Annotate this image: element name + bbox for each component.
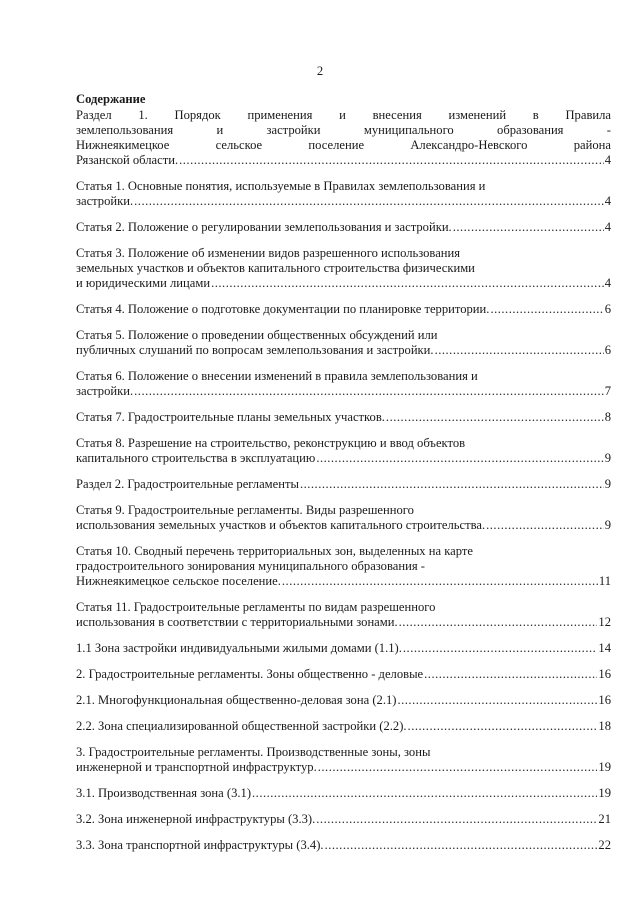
toc-entry[interactable] (76, 600, 611, 630)
toc-page-number: 9 (604, 477, 611, 491)
toc-dot-leader (397, 693, 597, 708)
toc-entry[interactable] (76, 328, 611, 358)
toc-entry[interactable] (76, 302, 611, 317)
toc-entry-last-line (76, 451, 611, 466)
toc-page-number: 11 (598, 574, 611, 588)
toc-dot-leader (408, 719, 598, 734)
toc-page-number: 19 (598, 760, 611, 774)
toc-entry[interactable] (76, 838, 611, 853)
toc-entry-last-line (76, 410, 611, 425)
toc-dot-leader (399, 615, 598, 630)
toc-dot-leader (325, 838, 598, 853)
toc-dot-leader (282, 574, 598, 589)
toc-page-number: 4 (604, 220, 611, 234)
toc-entry-last-line (76, 343, 611, 358)
toc-entry-text: Рязанской области. (76, 153, 179, 167)
toc-entry-last-line (76, 194, 611, 209)
toc-entry[interactable] (76, 220, 611, 235)
toc-entry-last-line (76, 693, 611, 708)
toc-page-number: 9 (604, 451, 611, 465)
toc-entry-text: Статья 7. Градостроительные планы земельных участков. (76, 410, 385, 424)
toc-entry-text: использования земельных участков и объектов капитального строительства. (76, 518, 486, 532)
toc-dot-leader (252, 786, 597, 801)
toc-entry-line: Статья 3. Положение об изменении видов разрешенного использования (76, 246, 461, 260)
toc-entry[interactable] (76, 812, 611, 827)
toc-dot-leader (211, 276, 604, 291)
toc-entry-text: публичных слушаний по вопросам землепользования и застройки. (76, 343, 434, 357)
toc-entry-text: Статья 2. Положение о регулировании землепользования и застройки. (76, 220, 452, 234)
toc-entry-line: 3. Градостроительные регламенты. Производственные зоны, зоны (76, 745, 431, 759)
toc-entry-text: 3.1. Производственная зона (3.1) (76, 786, 252, 800)
toc-page-number: 4 (604, 276, 611, 290)
toc-entry-text: инженерной и транспортной инфраструктур. (76, 760, 317, 774)
toc-page-number: 18 (598, 719, 611, 733)
toc-dot-leader (424, 667, 597, 682)
toc-entry-last-line (76, 518, 611, 533)
toc-page-number: 14 (598, 641, 611, 655)
toc-entry-last-line (76, 667, 611, 682)
toc-entry[interactable] (76, 179, 611, 209)
toc-entry[interactable] (76, 667, 611, 682)
toc-entry-text: 2. Градостроительные регламенты. Зоны общественно - деловые (76, 667, 424, 681)
toc-entry-last-line (76, 384, 611, 399)
toc-dot-leader (386, 410, 604, 425)
toc-entry[interactable] (76, 369, 611, 399)
toc-entry-last-line (76, 641, 611, 656)
toc-dot-leader (403, 641, 598, 656)
toc-entry-line: Статья 1. Основные понятия, используемые в Правилах землепользования и (76, 179, 486, 193)
toc-dot-leader (134, 384, 604, 399)
toc-dot-leader (300, 477, 604, 492)
toc-entry-text: и юридическими лицами (76, 276, 211, 290)
toc-entry-last-line (76, 838, 611, 853)
toc-entry-last-line (76, 719, 611, 734)
toc-entry-last-line (76, 812, 611, 827)
toc-page-number: 12 (598, 615, 611, 629)
toc-entry[interactable] (76, 786, 611, 801)
toc-dot-leader (453, 220, 604, 235)
toc-entries (76, 108, 611, 853)
toc-entry-line: Статья 5. Положение о проведении общественных обсуждений или (76, 328, 438, 342)
toc-title: Содержание (76, 92, 146, 106)
toc-entry-text: 2.1. Многофункциональная общественно-деловая зона (2.1) (76, 693, 397, 707)
toc-entry-text: Раздел 2. Градостроительные регламенты (76, 477, 299, 491)
toc-entry[interactable] (76, 246, 611, 291)
toc-entry-last-line (76, 477, 611, 492)
toc-entry-text: 1.1 Зона застройки индивидуальными жилыми домами (1.1). (76, 641, 402, 655)
toc-entry-last-line (76, 786, 611, 801)
toc-page-number: 16 (598, 693, 611, 707)
toc-entry[interactable] (76, 641, 611, 656)
toc-entry-last-line (76, 574, 611, 589)
toc-page-number: 22 (598, 838, 611, 852)
toc-entry-text: 2.2. Зона специализированной общественной застройки (2.2). (76, 719, 407, 733)
table-of-contents (76, 92, 611, 864)
toc-dot-leader (134, 194, 604, 209)
toc-entry[interactable] (76, 544, 611, 589)
toc-entry-last-line (76, 760, 611, 775)
toc-entry-line: Раздел 1. Порядок применения и внесения изменений в Правила (76, 108, 611, 122)
toc-entry-last-line (76, 153, 611, 168)
toc-page-number: 19 (598, 786, 611, 800)
toc-page-number: 8 (604, 410, 611, 424)
toc-entry-last-line (76, 220, 611, 235)
toc-entry[interactable] (76, 693, 611, 708)
page-number: 2 (316, 64, 324, 78)
toc-dot-leader (316, 451, 603, 466)
toc-page-number: 16 (598, 667, 611, 681)
toc-entry-line: Статья 10. Сводный перечень территориальных зон, выделенных на карте (76, 544, 473, 558)
toc-entry-text: 3.2. Зона инженерной инфраструктуры (3.3). (76, 812, 316, 826)
toc-dot-leader (435, 343, 604, 358)
toc-entry[interactable] (76, 719, 611, 734)
toc-page-number: 6 (604, 302, 611, 316)
toc-dot-leader (179, 153, 604, 168)
toc-entry-text: застройки. (76, 384, 134, 398)
toc-entry-text: Статья 4. Положение о подготовке документации по планировке территории. (76, 302, 490, 316)
toc-entry-text: использования в соответствии с территориальными зонами. (76, 615, 398, 629)
toc-page-number: 21 (598, 812, 611, 826)
toc-page-number: 4 (604, 194, 611, 208)
toc-dot-leader (486, 518, 604, 533)
toc-page-number: 4 (604, 153, 611, 167)
toc-entry-text: Нижнеякимецкое сельское поселение. (76, 574, 281, 588)
toc-entry-line: Статья 6. Положение о внесении изменений в правила землепользования и (76, 369, 478, 383)
toc-entry[interactable] (76, 436, 611, 466)
toc-entry-line: градостроительного зонирования муниципального образования - (76, 559, 425, 573)
toc-dot-leader (318, 760, 598, 775)
toc-entry-last-line (76, 615, 611, 630)
toc-entry-line: Нижнеякимецкое сельское поселение Александро-Невского района (76, 138, 611, 152)
toc-page-number: 6 (604, 343, 611, 357)
toc-entry[interactable] (76, 410, 611, 425)
toc-dot-leader (490, 302, 603, 317)
toc-entry-text: застройки. (76, 194, 134, 208)
toc-entry-line: земельных участков и объектов капитального строительства физическими (76, 261, 475, 275)
toc-entry-line: Статья 11. Градостроительные регламенты по видам разрешенного (76, 600, 436, 614)
toc-entry-line: Статья 9. Градостроительные регламенты. Виды разрешенного (76, 503, 414, 517)
toc-entry[interactable] (76, 503, 611, 533)
toc-entry-last-line (76, 276, 611, 291)
toc-entry-line: Статья 8. Разрешение на строительство, реконструкцию и ввод объектов (76, 436, 466, 450)
toc-entry[interactable] (76, 477, 611, 492)
toc-entry-line: землепользования и застройки муниципального образования - (76, 123, 611, 137)
toc-dot-leader (316, 812, 597, 827)
toc-entry-text: капитального строительства в эксплуатацию (76, 451, 316, 465)
toc-entry-text: 3.3. Зона транспортной инфраструктуры (3.4). (76, 838, 324, 852)
toc-entry-last-line (76, 302, 611, 317)
toc-page-number: 7 (604, 384, 611, 398)
toc-entry[interactable] (76, 745, 611, 775)
toc-page-number: 9 (604, 518, 611, 532)
toc-entry[interactable] (76, 108, 611, 168)
